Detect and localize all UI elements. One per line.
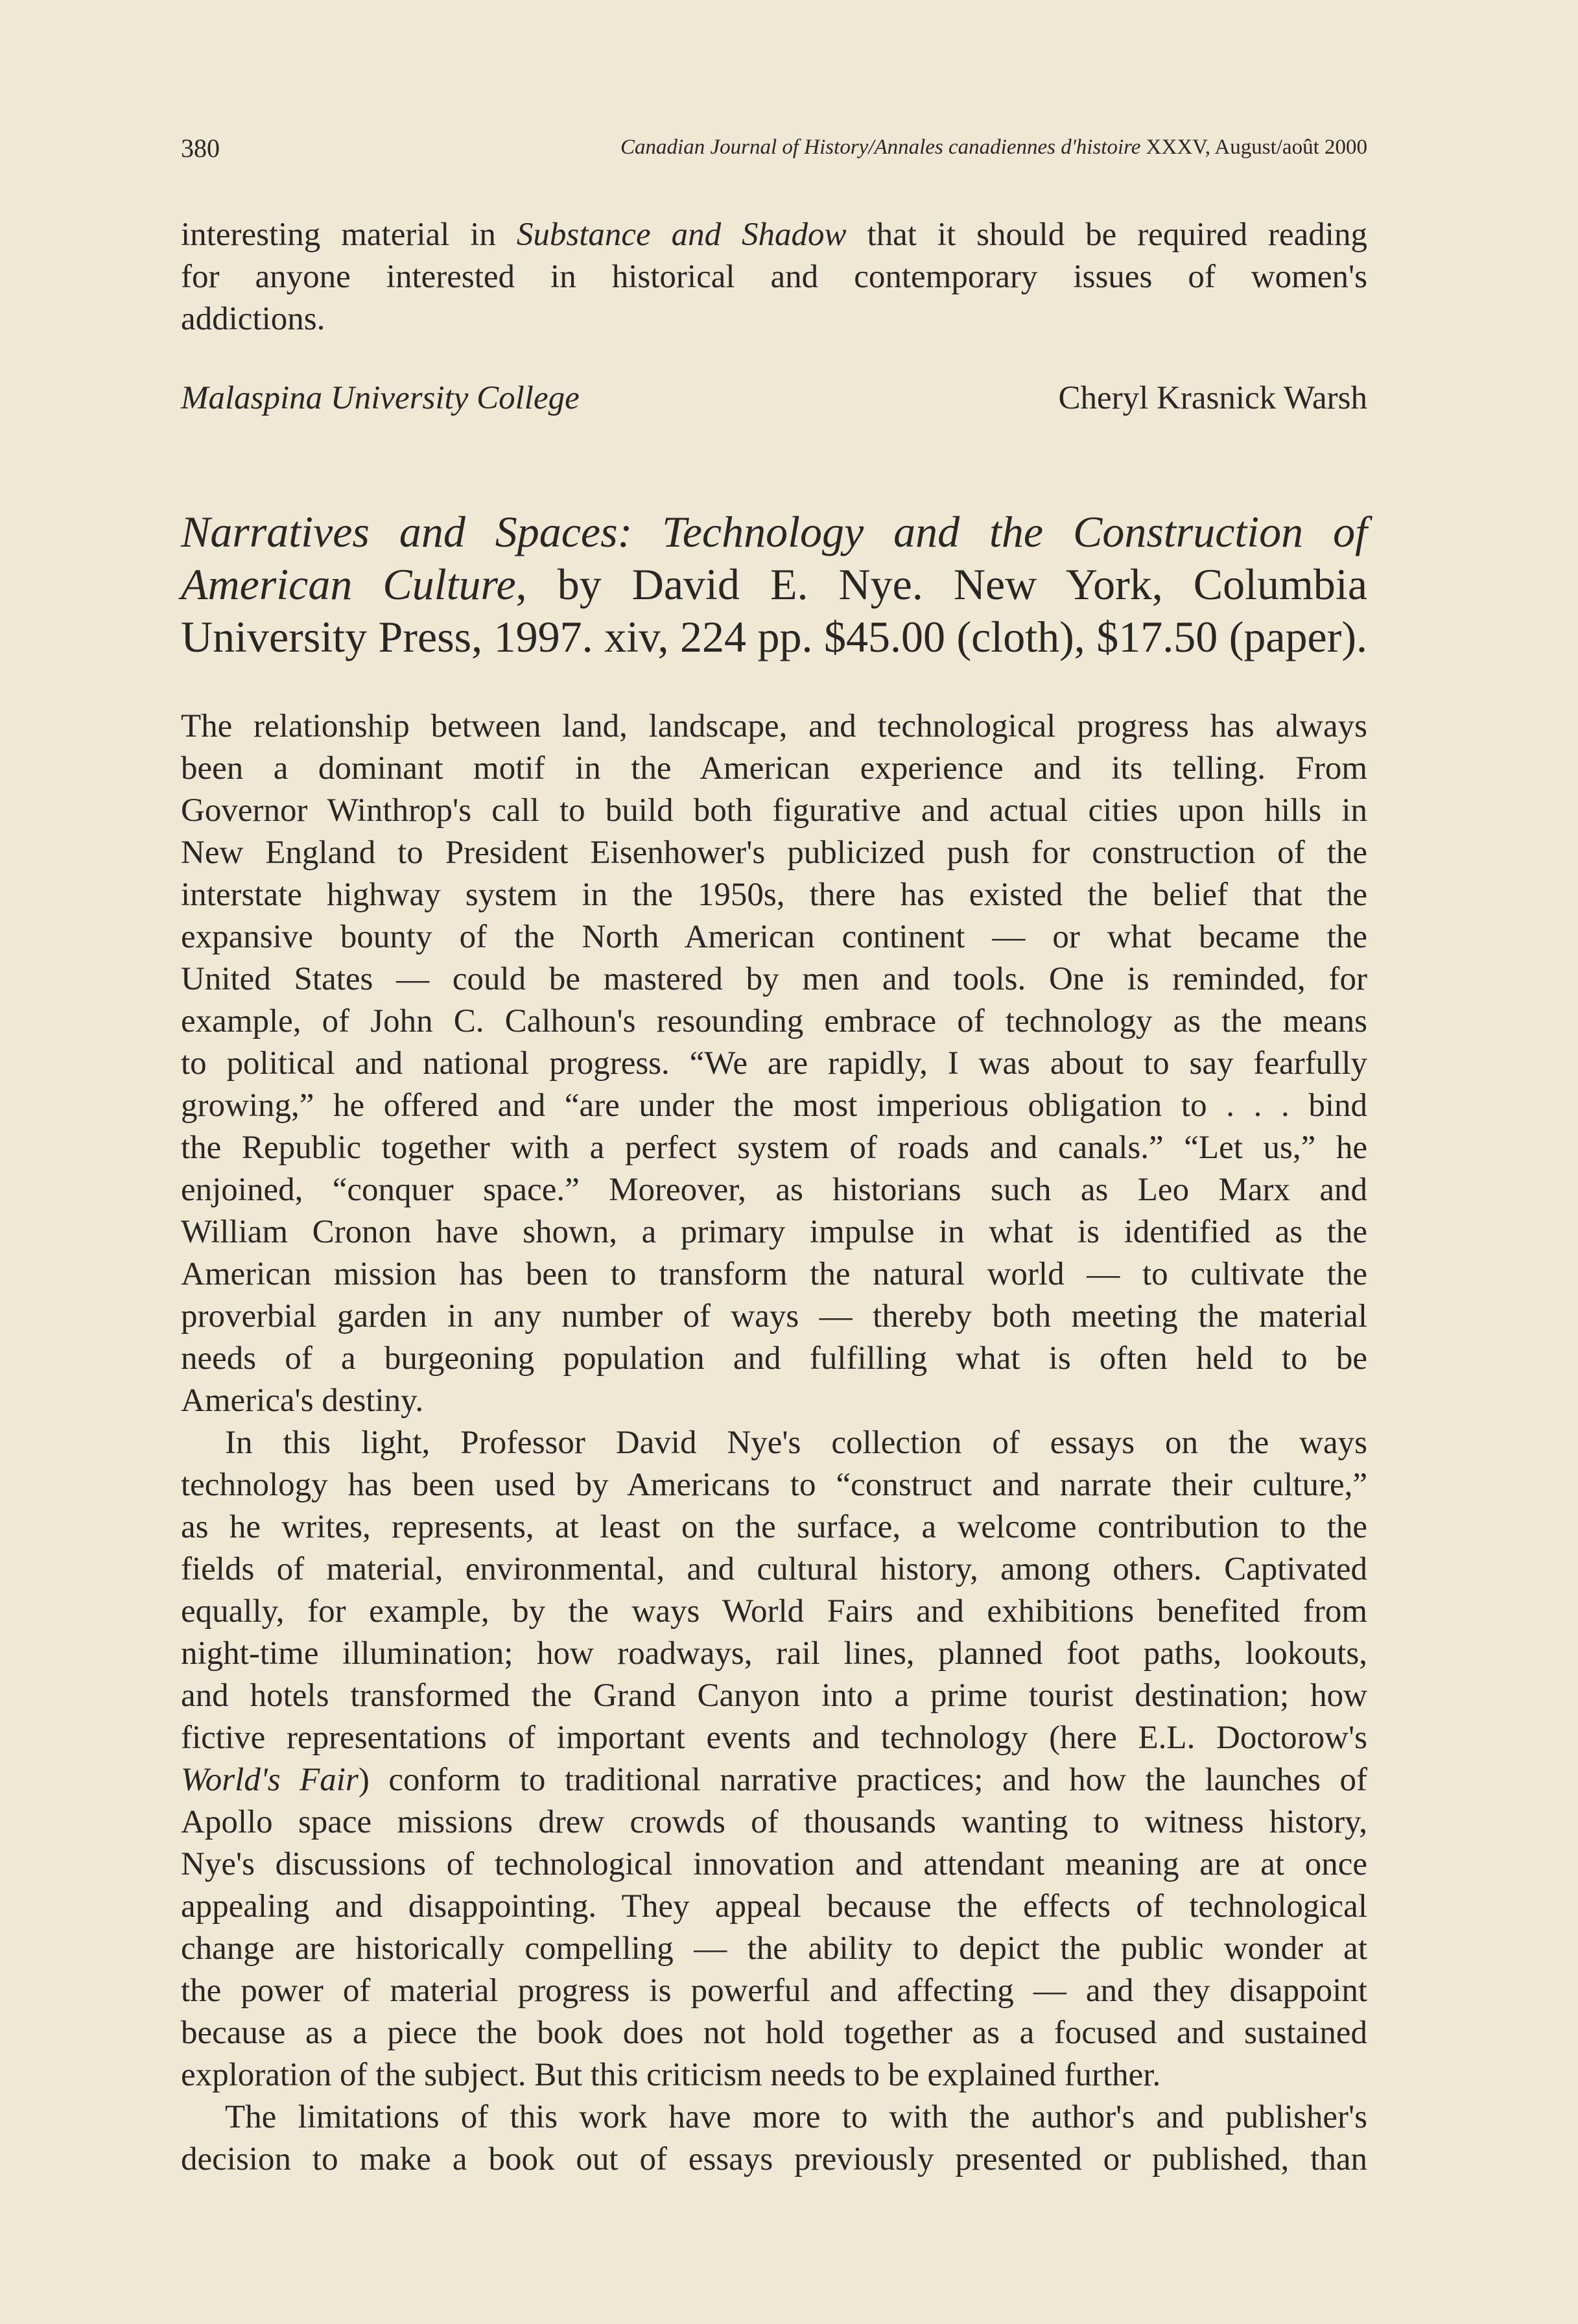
text-line: In this light, Professor David Nye's collection of essays on the ways	[225, 1425, 1367, 1461]
title-line	[181, 506, 1367, 558]
affiliation: Malaspina University College	[181, 380, 580, 416]
review-body	[181, 706, 1367, 2181]
page-number: 380	[181, 134, 220, 163]
text-line: fictive representations of important events and technology (here E.L. Doctorow's	[181, 1720, 1367, 1756]
book-title: Narratives and Spaces: Technology and the Construction of	[181, 507, 1367, 556]
text-line: growing,” he offered and “are under the most imperious obligation to . . . bind	[181, 1087, 1367, 1124]
text-line: enjoined, “conquer space.” Moreover, as historians such as Leo Marx and	[181, 1172, 1367, 1208]
title-line	[181, 558, 1367, 611]
journal-title: Canadian Journal of History/Annales canadiennes d'histoire	[620, 136, 1141, 159]
text-line: The limitations of this work have more to with the author's and publisher's	[225, 2099, 1367, 2135]
text-line: the power of material progress is powerful and affecting — and they disappoint	[181, 1973, 1367, 2009]
text-line: equally, for example, by the ways World Fairs and exhibitions benefited from	[181, 1593, 1367, 1630]
title-line: University Press, 1997. xiv, 224 pp. $45.00 (cloth), $17.50 (paper).	[181, 612, 1367, 661]
text-line: American mission has been to transform the natural world — to cultivate the	[181, 1256, 1367, 1292]
text: , by David E. Nye. New York, Columbia	[515, 560, 1367, 609]
text: interesting material in	[181, 217, 517, 253]
text-line: because as a piece the book does not hold together as a focused and sustained	[181, 2015, 1367, 2051]
text-line: the Republic together with a perfect system of roads and canals.” “Let us,” he	[181, 1130, 1367, 1166]
text-line: change are historically compelling — the ability to depict the public wonder at	[181, 1930, 1367, 1967]
text-line: expansive bounty of the North American continent — or what became the	[181, 919, 1367, 955]
text-line: William Cronon have shown, a primary impulse in what is identified as the	[181, 1214, 1367, 1250]
text-line: and hotels transformed the Grand Canyon into a prime tourist destination; how	[181, 1678, 1367, 1714]
text-line: Nye's discussions of technological innovation and attendant meaning are at once	[181, 1846, 1367, 1882]
text-line: appealing and disappointing. They appeal because the effects of technological	[181, 1888, 1367, 1925]
text-line: Governor Winthrop's call to build both figurative and actual cities upon hills in	[181, 792, 1367, 829]
text-line: for anyone interested in historical and contemporary issues of women's	[181, 259, 1367, 295]
text: ) conform to traditional narrative practices; and how the launches of	[358, 1762, 1367, 1798]
text-line: to political and national progress. “We are rapidly, I was about to say fearfully	[181, 1045, 1367, 1082]
running-header	[181, 133, 1367, 172]
text-line: addictions.	[181, 301, 325, 337]
text-line: needs of a burgeoning population and fulfilling what is often held to be	[181, 1340, 1367, 1377]
book-title: World's Fair	[181, 1762, 359, 1798]
text-line	[181, 214, 1367, 256]
text-line: America's destiny.	[181, 1382, 424, 1419]
book-title: Substance and Shadow	[516, 217, 847, 253]
text-line: exploration of the subject. But this criticism needs to be explained further.	[181, 2057, 1161, 2093]
text-line: The relationship between land, landscape, and technological progress has always	[181, 708, 1367, 744]
text-line: night-time illumination; how roadways, rail lines, planned foot paths, lookouts,	[181, 1635, 1367, 1672]
text-line: interstate highway system in the 1950s, there has existed the belief that the	[181, 877, 1367, 913]
text-line: been a dominant motif in the American experience and its telling. From	[181, 750, 1367, 787]
journal-citation	[620, 136, 1367, 160]
volume-date: XXXV, August/août 2000	[1146, 136, 1367, 159]
text-line: fields of material, environmental, and cultural history, among others. Captivated	[181, 1551, 1367, 1587]
text-line	[181, 1759, 1367, 1801]
text-line: technology has been used by Americans to “construct and narrate their culture,”	[181, 1467, 1367, 1503]
text-line: proverbial garden in any number of ways — thereby both meeting the material	[181, 1298, 1367, 1334]
text-line: Apollo space missions drew crowds of thousands wanting to witness history,	[181, 1804, 1367, 1840]
text-line: example, of John C. Calhoun's resounding embrace of technology as the means	[181, 1003, 1367, 1039]
text-line: United States — could be mastered by men and tools. One is reminded, for	[181, 961, 1367, 997]
text-line: New England to President Eisenhower's publicized push for construction of the	[181, 835, 1367, 871]
text-line: as he writes, represents, at least on the surface, a welcome contribution to the	[181, 1509, 1367, 1545]
previous-review-ending	[181, 214, 1367, 340]
reviewer-name: Cheryl Krasnick Warsh	[1058, 380, 1367, 416]
review-title	[181, 506, 1367, 663]
text: that it should be required reading	[846, 217, 1367, 253]
book-title: American Culture	[181, 560, 516, 609]
text-line: decision to make a book out of essays previously presented or published, than	[181, 2141, 1367, 2177]
